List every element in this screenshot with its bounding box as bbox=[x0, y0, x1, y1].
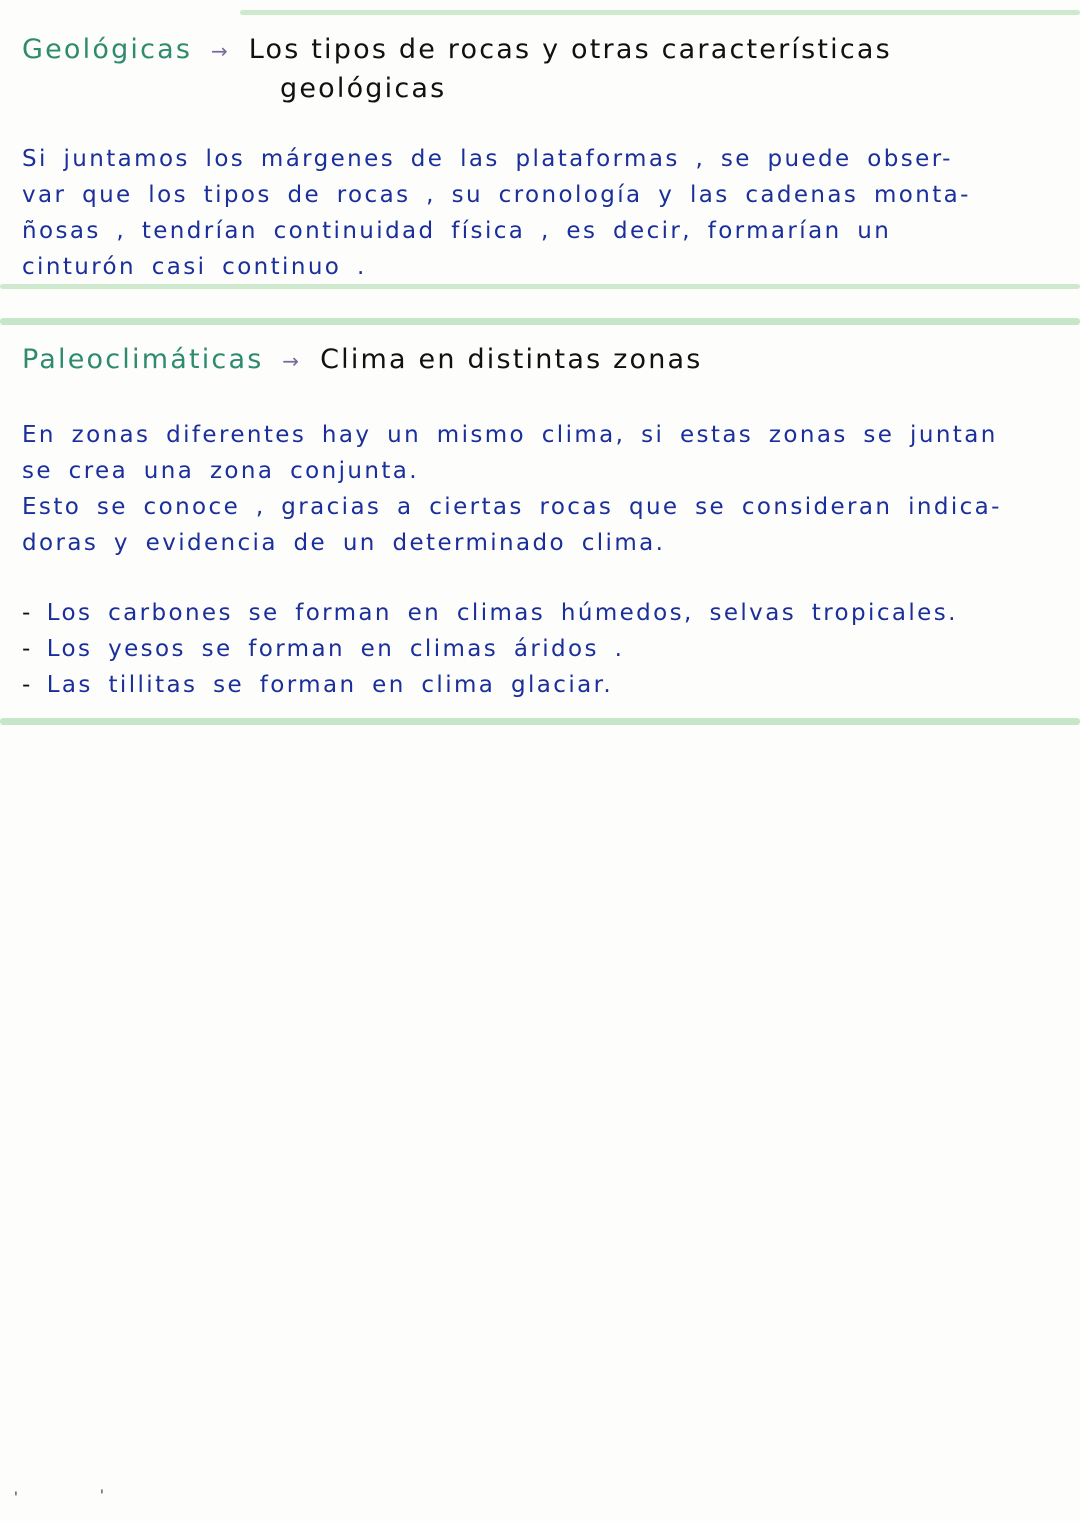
heading-label: Geológicas bbox=[22, 34, 193, 65]
paragraph-line: En zonas diferentes hay un mismo clima, si estas zonas se juntan bbox=[22, 422, 998, 448]
heading-description: Los tipos de rocas y otras características bbox=[248, 34, 892, 65]
paragraph-line: Si juntamos los márgenes de las plataformas , se puede obser- bbox=[22, 146, 953, 172]
bullet-marker: - bbox=[22, 636, 33, 662]
arrow-icon: → bbox=[282, 349, 302, 373]
paragraph-line: doras y evidencia de un determinado clima. bbox=[22, 530, 666, 556]
top-divider bbox=[240, 10, 1080, 15]
list-item bbox=[22, 595, 1050, 631]
section-divider bbox=[0, 718, 1080, 725]
list-item-text: Las tillitas se forman en clima glaciar. bbox=[46, 672, 614, 698]
section-geologicas bbox=[22, 30, 1050, 285]
section-divider bbox=[0, 318, 1080, 325]
stray-mark: ' bbox=[100, 1488, 104, 1504]
heading-description: Clima en distintas zonas bbox=[320, 344, 703, 375]
list-item bbox=[22, 631, 1050, 667]
heading-description-continued: geológicas bbox=[280, 73, 447, 104]
list-item bbox=[22, 667, 1050, 703]
paragraph-line: cinturón casi continuo . bbox=[22, 254, 367, 280]
bullet-list bbox=[22, 595, 1050, 703]
paragraph-line: var que los tipos de rocas , su cronología y las cadenas monta- bbox=[22, 182, 971, 208]
heading-label: Paleoclimáticas bbox=[22, 344, 264, 375]
paragraph-geologicas bbox=[22, 141, 1050, 285]
heading-paleoclimaticas bbox=[22, 340, 1050, 381]
bullet-marker: - bbox=[22, 600, 33, 626]
stray-mark: ' bbox=[14, 1490, 18, 1506]
list-item-text: Los carbones se forman en climas húmedos, selvas tropicales. bbox=[46, 600, 958, 626]
list-item-text: Los yesos se forman en climas áridos . bbox=[46, 636, 625, 662]
section-divider bbox=[0, 284, 1080, 289]
arrow-icon: → bbox=[210, 39, 230, 63]
paragraph-line: ñosas , tendrían continuidad física , es decir, formarían un bbox=[22, 218, 892, 244]
paragraph-paleoclimaticas bbox=[22, 417, 1050, 561]
paragraph-line: se crea una zona conjunta. bbox=[22, 458, 419, 484]
section-paleoclimaticas bbox=[22, 340, 1050, 703]
paragraph-line: Esto se conoce , gracias a ciertas rocas que se consideran indica- bbox=[22, 494, 1002, 520]
heading-geologicas bbox=[22, 30, 1050, 71]
bullet-marker: - bbox=[22, 672, 33, 698]
